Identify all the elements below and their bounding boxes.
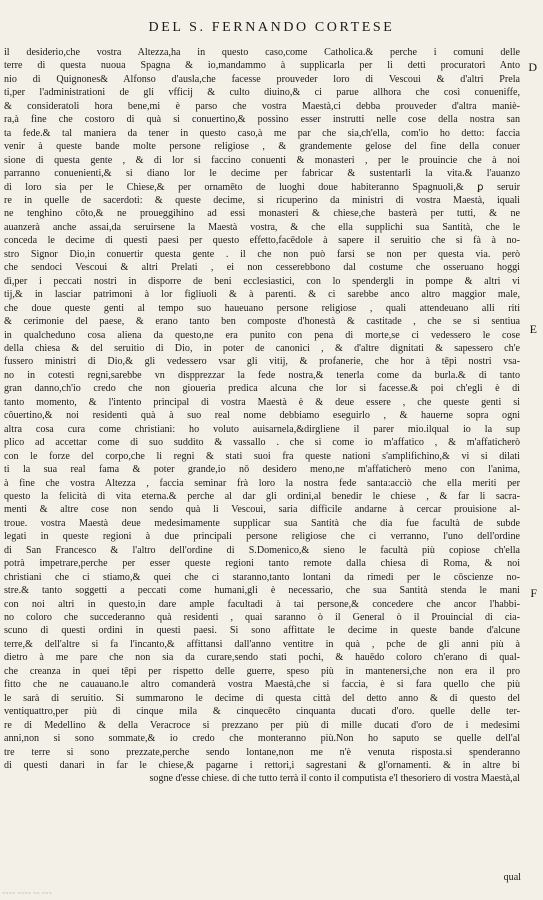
running-header: DEL S. FERNANDO CORTESE (148, 20, 395, 35)
text-line: terre,& dell'altre si fa l'incanto,& affittansi dall'anno ventitre in quà , pche de gli anni più à (4, 638, 520, 650)
text-line: fitto che ne cauauano.le altro comanderà vostra Maestà,che si faccia, è si fara quello che più (4, 679, 520, 691)
catchword: qual (503, 872, 521, 883)
text-line: ti,per l'administrationi de gli vfficij & culto diuino,& ci parue allhora che così conueniffe, (4, 87, 520, 99)
text-line: auanzerà anche assai,da seruirsene la Maestà vostra, & che ella supplichi sua Santità, che le (4, 221, 520, 233)
text-line: & consideratoli hora bene,mi è parso che vostra Maestà,ci debba prouveder d'altra maniè- (4, 100, 520, 112)
text-line: conceda le decime di questi paesi per questo effetto,facēdole à sapere il seruitio che si fà à no- (4, 235, 520, 247)
margin-note-e: E (529, 322, 537, 336)
text-line: di San Francesco & l'altro dell'ordine di S.Domenico,& sieno le facultà più copiose ch'ella (4, 544, 520, 556)
text-line: à fine che vostra Altezza , faccia seminar frà loro la nostra fede santa:acciò che ella meriti per (4, 477, 520, 489)
margin-note-f: F (530, 586, 537, 600)
text-line: con noi altri in questo,in dare ample facultadi à tai persone,& concedere che ancor l'habbi- (4, 598, 520, 610)
text-line: tij,& in lasciar patrimoni à lor figliuoli & à parenti. & ci sarebbe anco altro maggior male, (4, 289, 520, 301)
text-line: con le forze del corpo,che li regni & stati suoi fra queste nationi s'amplifichino,& vi si dilati (4, 450, 520, 462)
text-line: il desiderio,che vostra Altezza,ha in questo caso,come Catholica.& perche i comuni delle (4, 47, 520, 58)
text-line: le sarà di seruitio. Si summarono le decime di questa città del detto anno & di questo del (4, 692, 520, 704)
text-line: gran danno,ch'io credo che non giouerìa predica alcuna che lor si facesse.& poi ch'egli è di (4, 383, 520, 395)
text-line: dì,per i peccati nostri in disporre de beni ecclesiastici, con lo spendergli in pompe & altri vi (4, 275, 520, 287)
text-line: venir à queste bande molte persone religiose , & grandemente gelose del fine della conuer (4, 141, 520, 153)
text-line: no coloro che succederanno quà residenti , quai saranno ò il General ò il Prouincial di cia- (4, 612, 520, 624)
text-line: re di Medellino & della Veracroce si prezzano per più di mille ducati d'oro de i medesimi (4, 719, 520, 731)
text-line: no in cotesti regni,sarebbe vn dispprezzar la fede nostra,& tenerla come da burla.& di tanto (4, 369, 520, 381)
text-line: potrà impetrare,perche per esser queste regioni tanto remote dalla chiesa di Roma, & noi (4, 558, 520, 570)
text-line: tanto momento, & l'intento principal di vostra Maestà è & deue essere , che queste genti si (4, 396, 520, 408)
text-line: tre terre si sono prezzate,perche sendo lontane,non me n'è venuta risposta.si spenderanno (4, 746, 520, 758)
text-line: legati in queste regioni à due principali persone religiose che ci verranno, l'uno dell'ordine (4, 531, 520, 543)
text-line: christiani che ci stiamo,& quei che ci staranno,tanto lontani da rimedi per le cōscienze no- (4, 571, 520, 583)
text-line: fussero ministri di Dio,& gli vedessero vsar gli vitij, & profanerie, che hor à tēpi nostri vsa- (4, 356, 520, 368)
text-line: menti & altre cose non sendo quà li Vescoui, saria difficile andarne à cercar prouisione al- (4, 504, 520, 516)
text-line: ra,à fine che costoro di quà si conuertino,& possino esser instrutti nelle cose della nostra san (4, 114, 520, 126)
text-line: che doue queste genti al tempo suo haueuano persone religiose , quali attendeuano alli riti (4, 302, 520, 314)
text-line: che sendoci Vescoui & altri Prelati , ei non cesserebbono dal costume che osseruano hoggi (4, 262, 520, 274)
text-line: di questi danari in far le chiese,& pagarne i rettori,i sagrestani & gl'ornamenti. & in altre bi (4, 760, 520, 772)
margin-note-d: D (528, 60, 537, 74)
text-line: nio di Quignones& Alfonso d'ausla,che facesse prouveder loro di Vescoui & d'altri Prela (4, 73, 520, 85)
text-line: côuertino,& noi residenti quà à suo real nome debbiamo eseguirlo , & hauerne sopra ogni (4, 410, 520, 422)
text-line: della chiesa & del seruitio di Dio, in poter de canonici , & d'altre dignitati & sapessero ch'e (4, 342, 520, 354)
text-line: ta fede.& tal maniera da tener in questo caso,à me par che sia,ch'ella, com'io ho detto: faccia (4, 127, 520, 139)
text-line: dietro à me pare che non sia da curare,sendo stati pochi, & hauēdo coloro ch'erano di qual- (4, 652, 520, 664)
text-line: in qualcheduno cosa aliena da questo,ne era punito con pena di morte,se ci vedessero le cose (4, 329, 520, 341)
text-line: ne tenghino cōto,& ne proueggihino ad essi monasteri & chiese,che basterà per tutti, & ne (4, 208, 520, 220)
text-line: & cerimonie del paese, & erano tanto ben composte d'honestà & castitade , che se si sentiua (4, 316, 520, 328)
text-line: scuno di questi ordini in questi paesi. Si sono affittate le decime in queste bande d'alcune (4, 625, 520, 637)
text-line: sione di questa gente , & di lor si faccino conuenti & monasteri , per le prouincie che à noi (4, 154, 520, 166)
text-line: terre di questa nuoua Spagna & io,mandammo à supplicarla per li detti procuratori Anto (4, 60, 520, 72)
text-line: troue. vostra Maestà deue medesimamente supplicar sua Santità che dia fue facultà de subde (4, 517, 520, 529)
text-line: che creanza in quei tēpi per rispetto delle guerre, speso più in mantenersi,che non era il pro (4, 665, 520, 677)
text-line: sogne d'esse chiese. di che tutto terrà il conto il computista e'l thesoriero di vostra Maestà,al (149, 773, 520, 785)
text-line: ventiquattro,per più di cinque mila & cinquecēto cinquanta ducati d'oro. quelle delle ter- (4, 706, 520, 718)
text-line: di loro sia per le Chiese,& per ornamēto de luoghi doue habiteranno Spagnuoli,& ꝑ seruir (4, 181, 520, 193)
text-line: parranno conuenienti,& si diano lor le decime per fabricar & sustentarli la vita.& l'auanzo (4, 168, 520, 180)
body-text (4, 46, 520, 786)
text-line: stro Signor Dio,in conuertir questa gente . il che non può farsi se non per questa via. però (4, 248, 520, 260)
text-line: plico ad accettar come di suo suddito & vassallo . che si come io m'affatico , & m'affaticherò (4, 437, 520, 449)
scan-footer: ~~~~ ~~~~ ~~ ~~~ (2, 891, 53, 897)
text-line: anni,non si sono sommate,& io credo che monteranno più.Non ho saputo se quelle dell'al (4, 733, 520, 745)
text-line: questo la felicità di vita eterna.& perche al dar gli ordini,al benedir le chiese , & far li sacra- (4, 490, 520, 502)
text-line: stre.& tanto soggetti a peccati come humani,gli è necessario, che sua Santità stenda le mani (4, 585, 520, 597)
text-line: ti la sua real fama & poter grande,io nō desidero meno,ne m'affaticherò meno con l'anima, (4, 464, 520, 476)
text-line: re in quelle de sacerdoti: & queste decime, si ricuperino da ministri di vostra Maestà, iquali (4, 194, 520, 206)
text-line: altra cosa cura come christiani: ho voluto auisarnela,&dirgliene il parer mio.ilqual io la sup (4, 423, 520, 435)
